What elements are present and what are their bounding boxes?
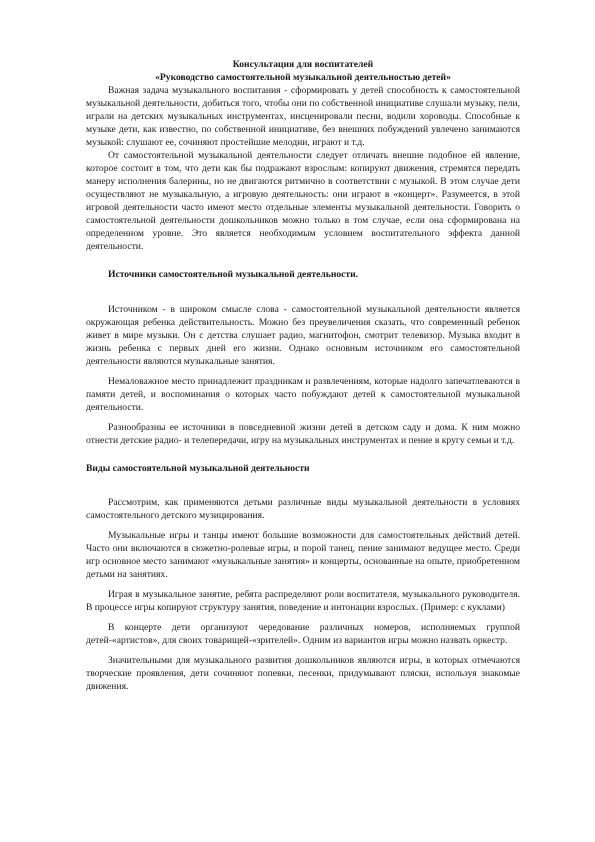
intro-paragraph-1: Важная задача музыкального воспитания - сформировать у детей способность к самостоятельной музыкальной деятельности, добиться того, чтобы они по собственной инициативе слушали музыку, пели, играли на детских музыкальных инструментах, инсценировали песни, водили хороводы. Способные к музыке дети, как известно, по собственной инициативе, без внешних побуждений увлечено занимаются музыкой: слушают ее, сочиняют простейшие мелодии, играют и т.д. — [86, 85, 520, 148]
types-paragraph-2: Музыкальные игры и танцы имеют большие возможности для самостоятельных действий детей. Часто они включаются в сюжетно-ролевые игры, и порой танец, пение занимают ведущее место. Среди игр основное место занимают «музыкальные занятия» и концерты, основанные на опыте, приобретенном детьми на занятиях. — [86, 530, 520, 580]
document-subtitle: «Руководство самостоятельной музыкальной деятельностью детей» — [155, 72, 451, 83]
types-paragraph-1: Рассмотрим, как применяются детьми различные виды музыкальной деятельности в условиях самостоятельного детского музицирования. — [86, 497, 520, 521]
intro-paragraph-2: От самостоятельной музыкальной деятельности следует отличать внешне подобное ей явление, которое состоит в том, что дети как бы подражают взрослым: копируют движения, стремятся передать манеру исполнения балерины, но не двигаются ритмично в соответствии с музыкой. В этом случае дети осуществляют не музыкальную, а игровую деятельность: они играют в «концерт». Разумеется, в этой игровой деятельности часто имеют место отдельные элементы музыкальной деятельности. Говорить о самостоятельной деятельности дошкольников можно только в том случае, если она сформирована на определенном уровне. Это является необходимым условием воспитательного эффекта данной деятельности. — [86, 150, 520, 252]
types-paragraph-5: Значительными для музыкального развития дошкольников являются игры, в которых отмечаются творческие проявления, дети сочиняют попевки, песенки, придумывают пляски, используя знакомые движения. — [86, 655, 520, 692]
sources-paragraph-2: Немаловажное место принадлежит праздникам и развлечениям, которые надолго запечатлеваются в памяти детей, и воспоминания о которых часто побуждают детей к самостоятельной музыкальной деятельности. — [86, 376, 520, 413]
document-title: Консультация для воспитателей — [232, 59, 374, 70]
types-paragraph-4: В концерте дети организуют чередование различных номеров, исполняемых группой детей-«артистов», для своих товарищей-«зрителей». Одним из вариантов игры можно назвать оркестр. — [86, 622, 520, 646]
types-paragraph-3: Играя в музыкальное занятие, ребята распределяют роли воспитателя, музыкального руководителя. В процессе игры копируют структуру занятия, поведение и интонации взрослых. (Пример: с куклами) — [86, 589, 520, 613]
sources-paragraph-1: Источником - в широком смысле слова - самостоятельной музыкальной деятельности является окружающая ребенка действительность. Можно без преувеличения сказать, что современный ребенок живет в мире музыки. Он с детства слушает радио, магнитофон, смотрит телевизор. Музыка входит в жизнь ребенка с первых дней его жизни. Однако основным источником его самостоятельной деятельности являются музыкальные занятия. — [86, 304, 520, 367]
sources-paragraph-3: Разнообразны ее источники в повседневной жизни детей в детском саду и дома. К ним можно отнести детские радио- и телепередачи, игру на музыкальных инструментах и пение в кругу семьи и т.д. — [86, 422, 520, 446]
section-heading-sources: Источники самостоятельной музыкальной деятельности. — [108, 269, 359, 280]
section-heading-types: Виды самостоятельной музыкальной деятельности — [86, 463, 310, 474]
document-body — [86, 58, 520, 693]
